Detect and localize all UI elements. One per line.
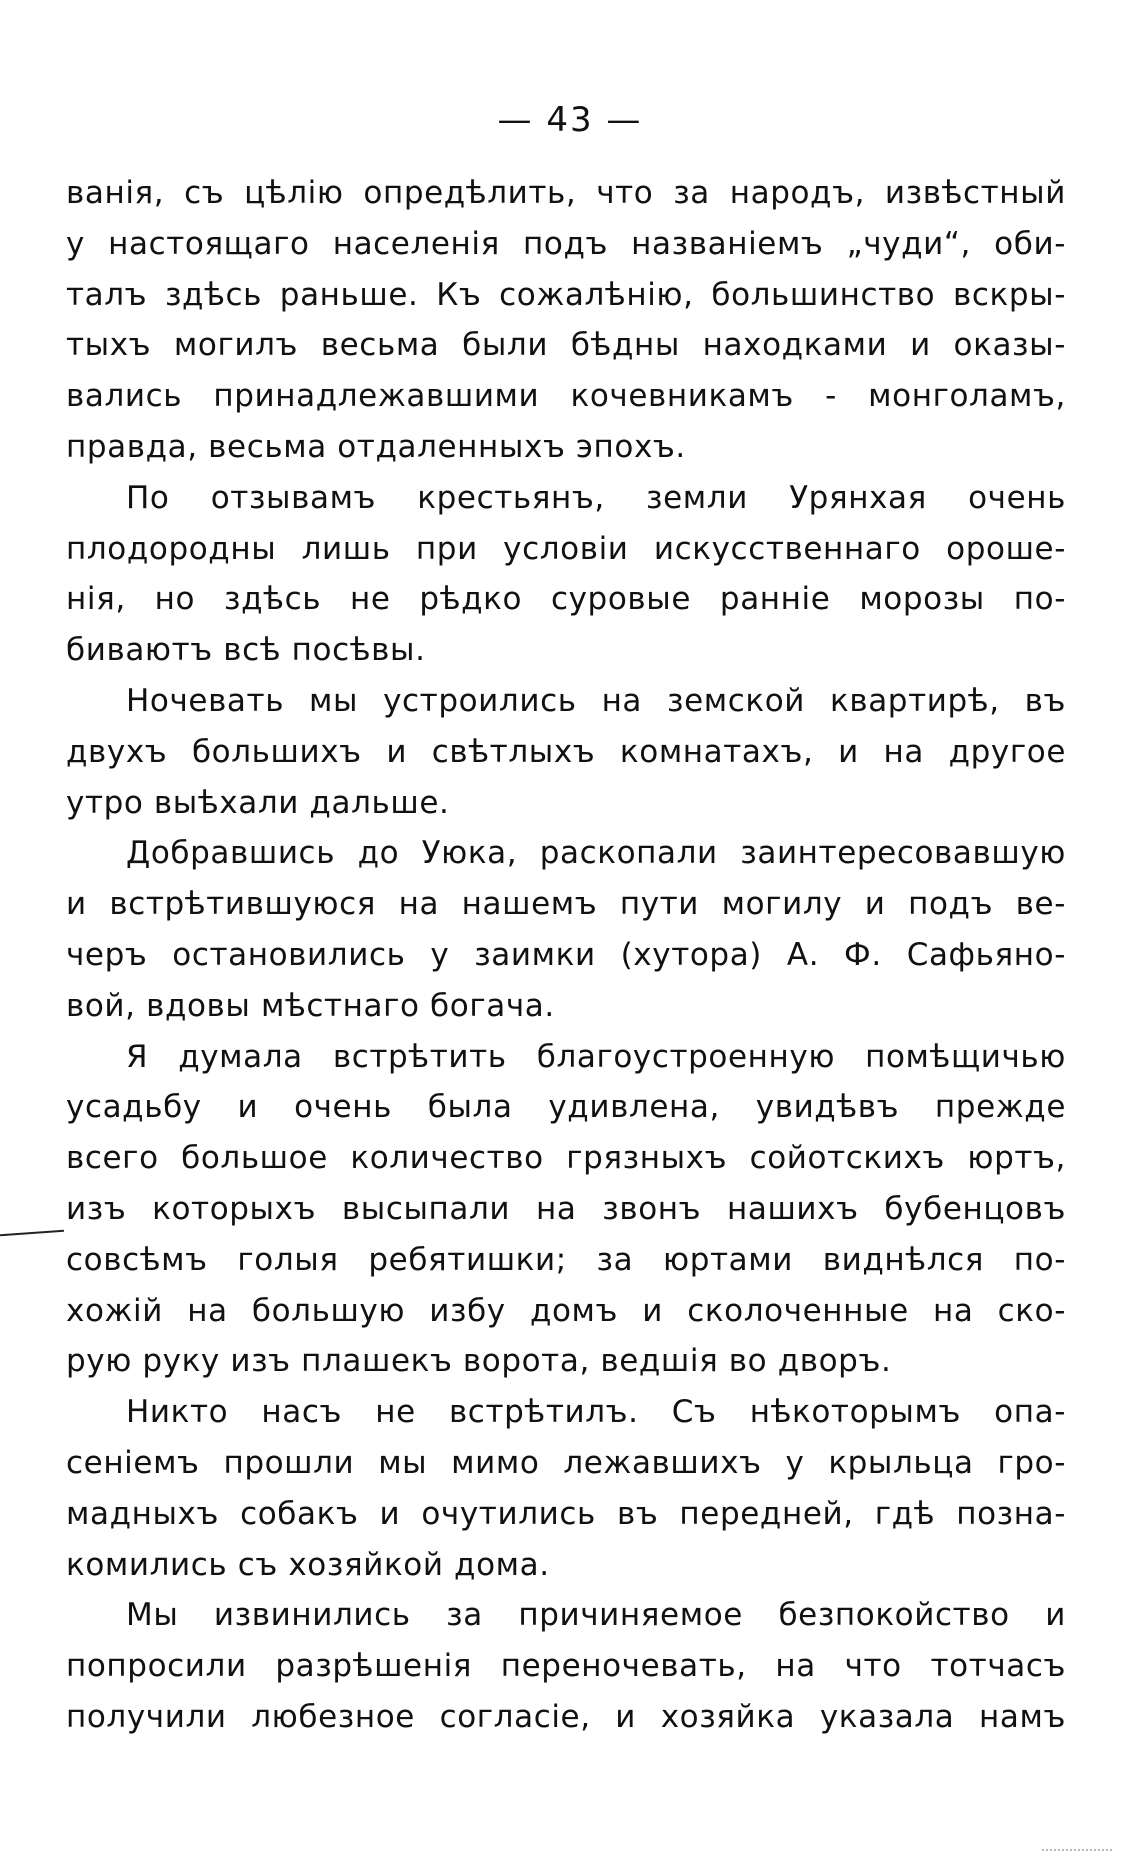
text-line: совсѣмъ голыя ребятишки; за юртами виднѣлся по- [66, 1241, 1066, 1278]
text-line: двухъ большихъ и свѣтлыхъ комнатахъ, и на другое [66, 733, 1066, 770]
text-line: черъ остановились у заимки (хутора) А. Ф. Сафьяно- [66, 936, 1066, 973]
paragraph-first-line: По отзывамъ крестьянъ, земли Урянхая очень [126, 479, 1066, 516]
text-line: нія, но здѣсь не рѣдко суровые ранніе морозы по- [66, 581, 1066, 618]
paragraph-first-line: Добравшись до Уюка, раскопали заинтересовавшую [126, 835, 1066, 872]
paragraph-first-line: Я думала встрѣтить благоустроенную помѣщичью [126, 1038, 1066, 1075]
text-line: у настоящаго населенія подъ названіемъ „чуди“, оби- [66, 225, 1066, 262]
text-line: комились съ хозяйкой дома. [66, 1546, 550, 1583]
text-line: мадныхъ собакъ и очутились въ передней, гдѣ позна- [66, 1495, 1066, 1532]
text-line: сеніемъ прошли мы мимо лежавшихъ у крыльца гро- [66, 1444, 1066, 1481]
text-line: хожій на большую избу домъ и сколоченные на ско- [66, 1292, 1066, 1329]
scan-artifact [1042, 1839, 1112, 1851]
margin-pencil-mark [0, 1230, 64, 1236]
text-line: утро выѣхали дальше. [66, 784, 450, 821]
text-line: правда, весьма отдаленныхъ эпохъ. [66, 428, 686, 465]
paragraph-first-line: Мы извинились за причиняемое безпокойство и [126, 1597, 1066, 1634]
text-line: тыхъ могилъ весьма были бѣдны находками и оказы- [66, 327, 1066, 364]
text-line: вой, вдовы мѣстнаго богача. [66, 987, 555, 1024]
body-text [66, 168, 1066, 1743]
text-line: ванія, съ цѣлію опредѣлить, что за народъ, извѣстный [66, 175, 1066, 211]
text-line: талъ здѣсь раньше. Къ сожалѣнію, большинство вскры- [66, 276, 1066, 313]
text-line: биваютъ всѣ посѣвы. [66, 632, 426, 669]
text-line: вались принадлежавшими кочевникамъ - монголамъ, [66, 378, 1066, 415]
text-line: всего большое количество грязныхъ сойотскихъ юртъ, [66, 1140, 1066, 1177]
text-line: попросили разрѣшенія переночевать, на что тотчасъ [66, 1648, 1066, 1685]
text-line: усадьбу и очень была удивлена, увидѣвъ прежде [66, 1089, 1066, 1126]
page-number: — 43 — [497, 100, 643, 140]
text-line: и встрѣтившуюся на нашемъ пути могилу и подъ ве- [66, 886, 1066, 923]
text-line: изъ которыхъ высыпали на звонъ нашихъ бубенцовъ [66, 1190, 1066, 1227]
text-line: плодородны лишь при условіи искусственнаго ороше- [66, 530, 1066, 567]
paragraph-first-line: Никто насъ не встрѣтилъ. Съ нѣкоторымъ опа- [126, 1394, 1066, 1431]
text-line: получили любезное согласіе, и хозяйка указала намъ [66, 1698, 1066, 1735]
paragraph-first-line: Ночевать мы устроились на земской квартирѣ, въ [126, 682, 1066, 719]
text-line: рую руку изъ плашекъ ворота, ведшія во дворъ. [66, 1343, 892, 1380]
